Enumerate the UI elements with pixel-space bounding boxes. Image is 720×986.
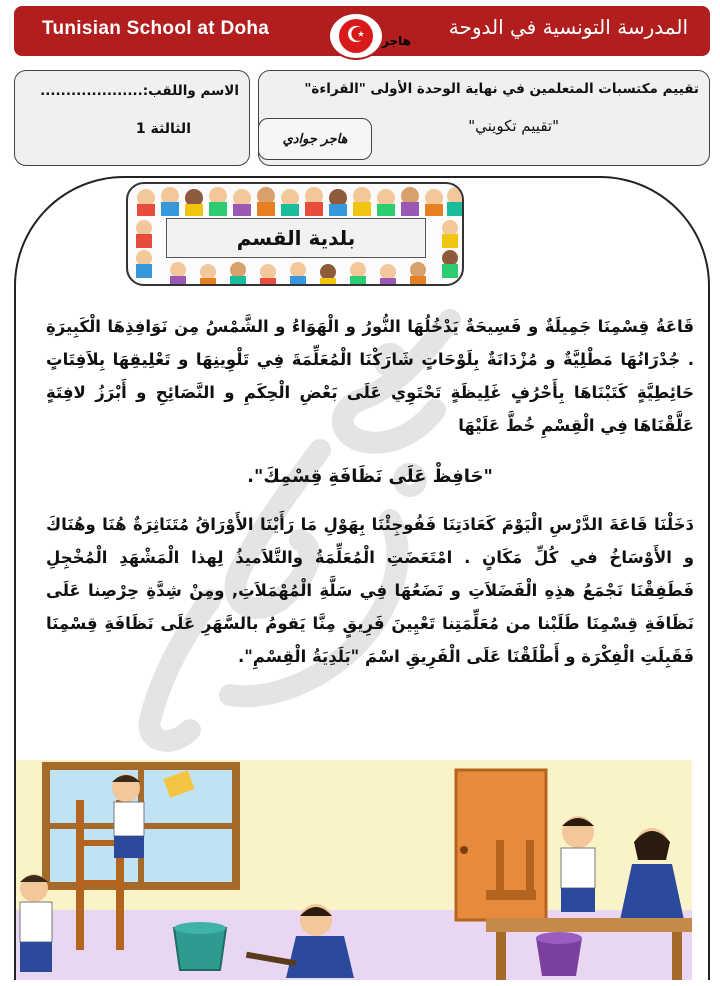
- classroom-sign-quote: "حَافِظْ عَلَى نَظَافَةِ قِسْمِكَ".: [247, 466, 493, 487]
- student-info-box: [14, 70, 250, 166]
- lesson-title: بلدية القسم: [166, 218, 426, 258]
- waste-bin-image: [174, 922, 226, 970]
- boy-holding-ladder: [20, 874, 52, 972]
- school-name-ar: المدرسة التونسية في الدوحة: [448, 15, 688, 39]
- evaluation-title: تقييم مكتسبات المتعلمين في نهاية الوحدة الأولى "القراءة": [304, 81, 699, 97]
- tunisia-flag-icon: [328, 12, 384, 60]
- paragraph-1: قَاعَةُ قِسْمِنَا جَمِيلَةٌ و فَسِيحَةٌ يَدْخُلُهَا النُّورُ و الْهَوَاءُ و الشَّمْسُ مِن نَوَافِذِهَا الْكَبِيرَةِ . جُدْرَانُهَا مَطْلِيَّةٌ و مُزْدَانَةٌ بِلَوْحَاتٍ شَارَكْنَا الْمُعَلِّمَةَ فِي تَلْوِينِهَا و تَعْلِيقِهَا بِلاَفِتَاتٍ حَائِطِيَّةٍ كَتَبْنَاهَا بِأَحْرُفٍ غَلِيظَةٍ تَحْتَوِي عَلَى بَعْضِ الْحِكَمِ و النَّصَائِحِ و أَبْرَزُ لافِتَةٍ عَلَّقْنَاهَا فِي الْقِسْمِ خُطَّ عَلَيْهَا: [46, 317, 694, 435]
- classroom-cleaning-illustration: [16, 760, 692, 980]
- student-name-field[interactable]: الاسم واللقب:....................: [40, 83, 239, 99]
- paragraph-2: دَخَلْنَا قَاعَةَ الدَّرْسِ الْيَوْمَ كَعَادَتِنَا فَفُوجِئْنَا بِهَوْلِ مَا رَأَيْنَا الأَوْرَاقُ مُتَنَاثِرَةٌ هُنَا وهُنَاكَ و الأَوْسَاخُ في كُلِّ مَكَانٍ . امْتَعَضَتِ الْمُعَلِّمَةُ والتَّلاَميذُ لِهذا الْمَشْهَدِ الْمُخْجِلِ فَطَفِقْنَا نَجْمَعُ هذِهِ الْفَضَلاَتِ و نَضَعُهَا فِي سَلَّةِ الْمُهْمَلاَتِ, ومِنْ شِدَّةِ حِرْصِنا عَلَى نَظَافَةِ قِسْمِنَا طَلَبْنا من مُعَلِّمَتِنا تَعْيِينَ فَرِيقٍ مِنَّا يَقومُ بالسَّهَرِ عَلَى نَظَافَةِ قِسْمِنَا فَقَبِلَتِ الْفِكْرَة و أَطْلَقْنَا عَلَى الْفَرِيقِ اسْمَ "بَلَدِيَةُ الْقِسْمِ".: [46, 515, 694, 666]
- crescent-star-icon: ☪: [339, 19, 373, 53]
- author-signature-small: هاجر: [382, 34, 411, 48]
- school-name-en: Tunisian School at Doha: [42, 18, 270, 39]
- bucket-image: [536, 932, 582, 976]
- teacher-name-stamp: هاجر جوادي: [258, 118, 372, 160]
- grade-level: الثالثة 1: [135, 121, 191, 137]
- lesson-title-card: [126, 182, 464, 286]
- evaluation-type: "تقييم تكويني": [468, 117, 559, 135]
